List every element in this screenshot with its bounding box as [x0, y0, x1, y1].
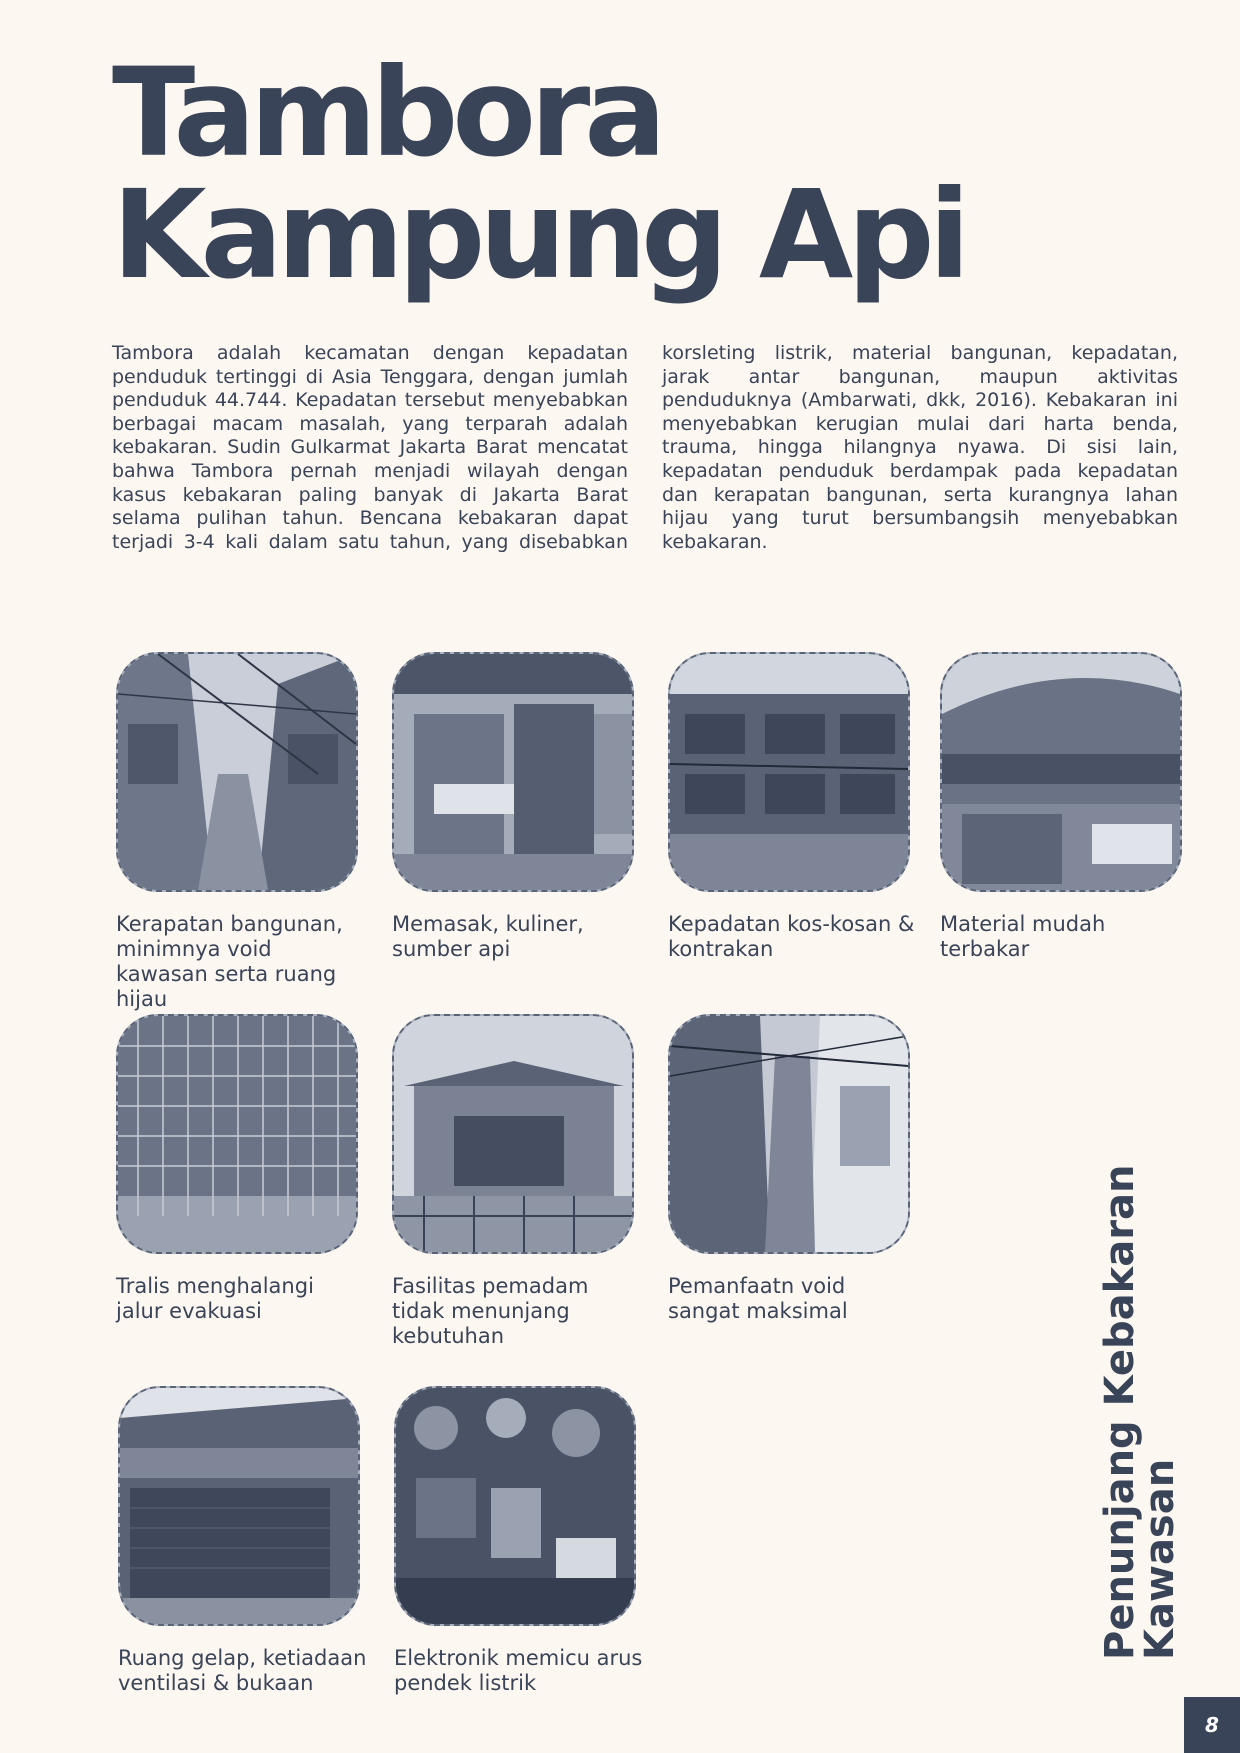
card-cooking	[392, 652, 634, 962]
photo-street-alley	[116, 652, 358, 892]
photo-food-stall	[392, 652, 634, 892]
title-line-2: Kampung Api	[112, 164, 965, 306]
photo-boarding-houses	[668, 652, 910, 892]
caption: Elektronik memicu arus pendek listrik	[394, 1646, 643, 1695]
photo-trellis	[116, 1014, 358, 1254]
photo-fire-station	[392, 1014, 634, 1254]
caption: Kerapatan bangunan, minimnya void kawasan serta ruang hijau	[116, 912, 343, 1011]
card-window-bars	[116, 1014, 358, 1324]
page-title	[112, 42, 965, 306]
card-void-usage	[668, 1014, 910, 1324]
photo-electronics-shop	[394, 1386, 636, 1626]
side-title-line-1: Penunjang Kebakaran	[1097, 1164, 1143, 1660]
side-section-title	[1097, 1164, 1183, 1660]
caption: Fasilitas pemadam tidak menunjang kebutuhan	[392, 1274, 589, 1348]
caption: Pemanfaatn void sangat maksimal	[668, 1274, 848, 1323]
card-flammable-material	[940, 652, 1182, 962]
caption: Ruang gelap, ketiadaan ventilasi & bukaan	[118, 1646, 367, 1695]
card-boarding-density	[668, 652, 915, 962]
caption: Tralis menghalangi jalur evakuasi	[116, 1274, 314, 1323]
photo-closed-shops	[118, 1386, 360, 1626]
photo-narrow-alley	[668, 1014, 910, 1254]
caption: Kepadatan kos-kosan & kontrakan	[668, 912, 915, 961]
intro-text	[112, 342, 1178, 554]
caption: Memasak, kuliner, sumber api	[392, 912, 584, 961]
caption: Material mudah terbakar	[940, 912, 1106, 961]
title-line-1: Tambora	[112, 42, 661, 184]
card-dark-space	[118, 1386, 367, 1696]
page-number: 8	[1184, 1697, 1240, 1753]
card-building-density	[116, 652, 358, 1012]
intro-paragraph: Tambora adalah kecamatan dengan kepadatan penduduk tertinggi di Asia Tenggara, dengan jumlah penduduk 44.744. Kepadatan tersebut menyebabkan berbagai macam masalah, yang terparah adalah kebakaran. Sudin Gulkarmat Jakarta Barat mencatat bahwa Tambora pernah menjadi wilayah dengan kasus kebakaran paling banyak di Jakarta Barat selama pulihan tahun. Bencana kebakaran dapat terjadi 3-4 kali dalam satu tahun, yang disebabkan korsleting listrik, material bangunan, kepadatan, jarak antar bangunan, maupun aktivitas penduduknya (Ambarwati, dkk, 2016). Kebakaran ini menyebabkan kerugian mulai dari harta benda, trauma, hingga hilangnya nyawa. Di sisi lain, kepadatan penduduk berdampak pada kepadatan dan kerapatan bangunan, serta kurangnya lahan hijau yang turut bersumbangsih menyebabkan kebakaran.	[112, 342, 1178, 553]
side-title-line-2: Kawasan	[1137, 1458, 1183, 1660]
card-electronics	[394, 1386, 643, 1696]
photo-zinc-buildings	[940, 652, 1182, 892]
card-firefighting-facilities	[392, 1014, 634, 1349]
